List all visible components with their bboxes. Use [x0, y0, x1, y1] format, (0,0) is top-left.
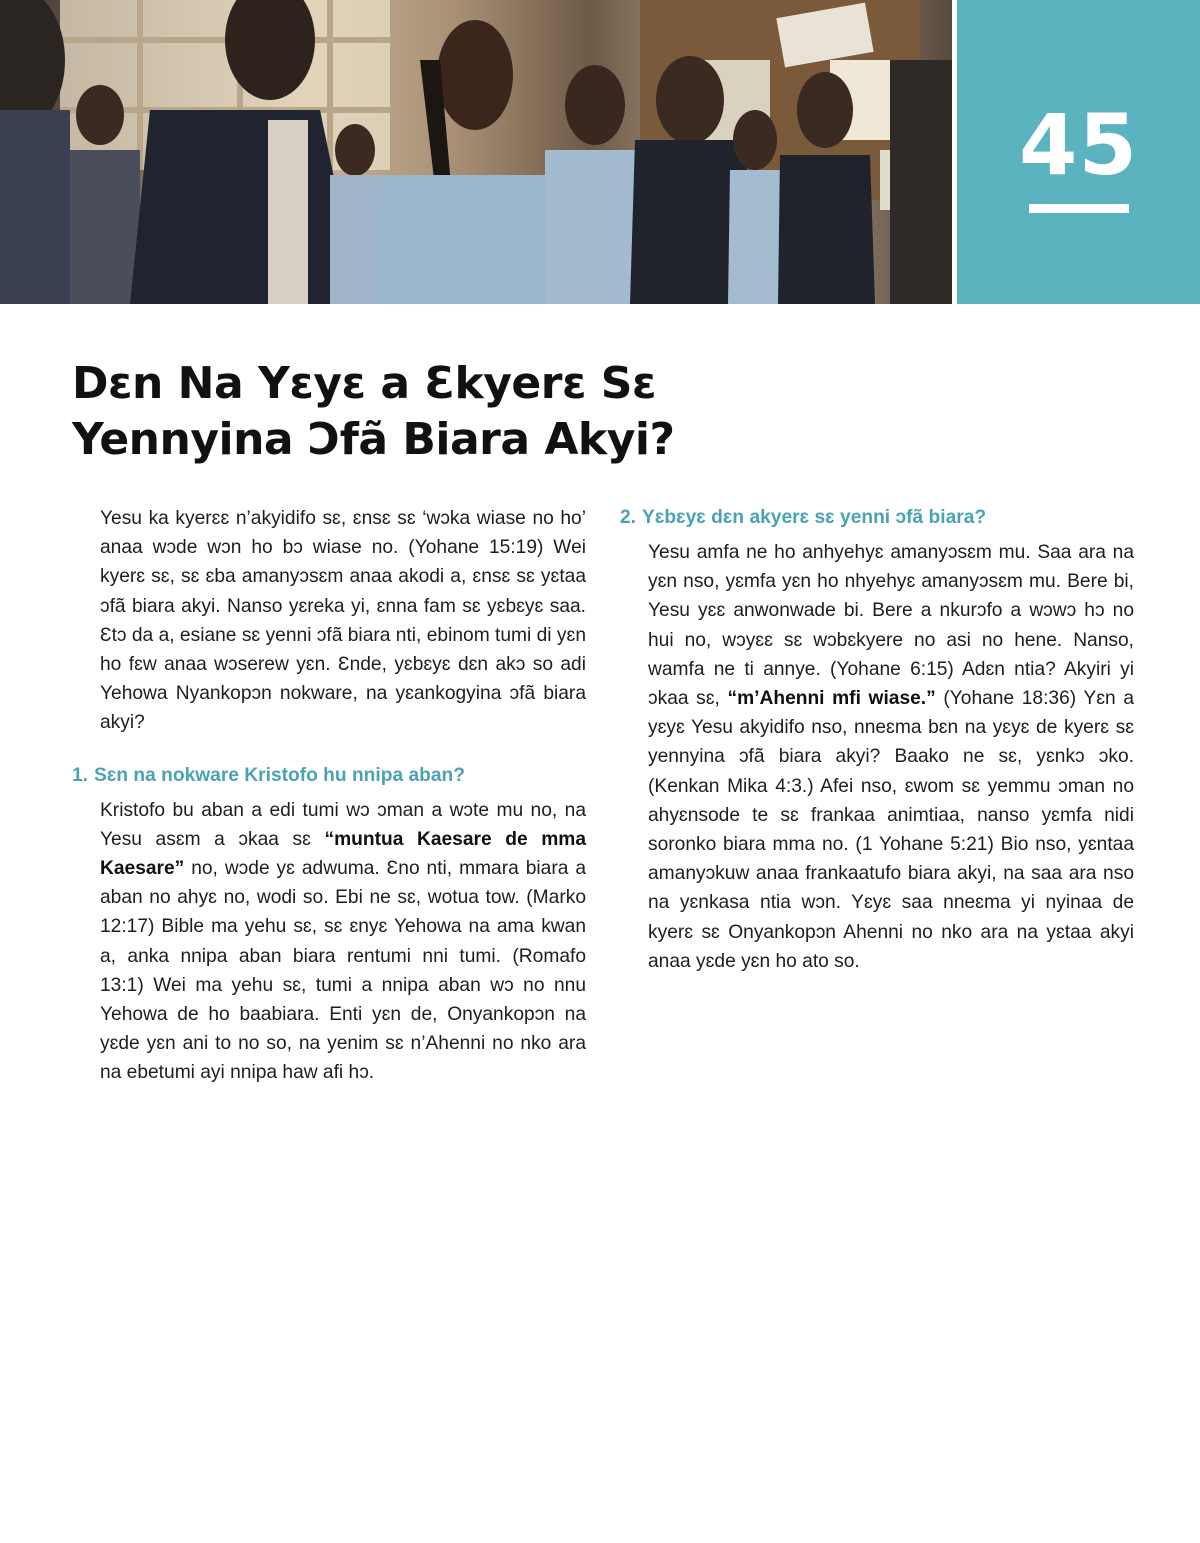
students-standing-illustration [0, 0, 952, 304]
section-1-heading-text: Sɛn na nokware Kristofo hu nnipa aban? [94, 764, 465, 786]
section-2-text-b: (Yohane 18:36) Yɛn a yɛyɛ Yesu akyidifo nso, nneɛma bɛn na yɛyɛ de kyerɛ sɛ yennyina ɔfã biara akyi? Baako ne sɛ, yɛnkɔ ɔko. (Kenkan Mika 4:3.) Afei nso, ɛwom sɛ yemmu ɔman no ahyɛnsode te sɛ frankaa animtiaa, nanso yɛmfa nidi soronko biara mma no. (1 Yohane 5:21) Bio nso, yɛntaa amanyɔkuw anaa frankaatufo biara akyi, na saa ara nso na yɛnkasa ntia wɔn. Yɛyɛ saa nneɛma yi nyinaa de kyerɛ sɛ Onyankopɔn Ahenni no nko ara na yɛtaa akyi anaa yɛde yɛn ho ato so. [648, 688, 1134, 972]
lesson-number-box [957, 0, 1200, 304]
section-1-number: 1. [72, 764, 89, 786]
section-2-number: 2. [620, 507, 637, 528]
section-1-heading [72, 762, 586, 790]
section-2-heading-text: Yɛbɛyɛ dɛn akyerɛ sɛ yenni ɔfã biara? [642, 507, 987, 528]
hero-photo [0, 0, 952, 304]
section-1-text-a: Kristofo bu aban a edi tumi wɔ ɔman a wɔte mu no, na Yesu asɛm a ɔkaa sɛ [100, 799, 586, 850]
section-1-quote: “muntua Kaesare de mma Kaesare” [100, 828, 586, 880]
lesson-number: 45 [1019, 96, 1138, 194]
section-2-paragraph [648, 538, 1134, 976]
page-title-line-1: Dɛn Na Yɛyɛ a Ɛkyerɛ Sɛ [72, 358, 656, 409]
section-1-paragraph [100, 796, 586, 1088]
section-2-text-a: Yesu amfa ne ho anhyehyɛ amanyɔsɛm mu. Saa ara na yɛn nso, yɛmfa yɛn ho nhyehyɛ amanyɔsɛm mu. Bere bi, Yesu yɛɛ anwonwade bi. Bere a nkurɔfo a wɔwɔ hɔ no hui no, wɔyɛɛ sɛ wɔbɛkyere no asi no hene. Nanso, wamfa ne ti annye. (Yohane 6:15) Adɛn ntia? Akyiri yi ɔkaa sɛ, [648, 542, 1134, 710]
right-column [620, 504, 1134, 976]
section-1-text-b: no, wɔde yɛ adwuma. Ɛno nti, mmara biara a aban no ahyɛ no, wodi so. Ebi ne sɛ, wotua tow. (Marko 12:17) Bible ma yehu sɛ, sɛ ɛnyɛ Yehowa na ama kwan a, anka nnipa aban biara rentumi nni tumi. (Romafo 13:1) Wei ma yehu sɛ, tumi a nnipa aban wɔ no nnu Yehowa de ho baabiara. Enti yɛn de, Onyankopɔn na yɛde yɛn ani to no so, na yenim sɛ n’Ahenni no nko ara na ebetumi ayi nnipa haw afi hɔ. [100, 858, 586, 1084]
intro-paragraph: Yesu ka kyerɛɛ n’akyidifo sɛ, ɛnsɛ sɛ ‘wɔka wiase no ho’ anaa wɔde wɔn ho bɔ wiase no. (Yohane 15:19) Wei kyerɛ sɛ, sɛ ɛba amanyɔsɛm anaa akodi a, ɛnsɛ sɛ yɛtaa ɔfã biara akyi. Nanso yɛreka yi, ɛnna fam sɛ yɛbɛyɛ saa. Ɛtɔ da a, esiane sɛ yenni ɔfã biara nti, ebinom tumi di yɛn ho fɛw anaa wɔserew yɛn. Ɛnde, yɛbɛyɛ dɛn akɔ so adi Yehowa Nyankopɔn nokware, na yɛankogyina ɔfã biara akyi? [100, 508, 586, 734]
lesson-number-underline [1029, 204, 1129, 213]
section-2-heading [620, 504, 1134, 532]
page-title-line-2: Yennyina Ɔfã Biara Akyi? [72, 414, 675, 465]
section-2-quote: “m’Ahenni mfi wiase.” [727, 688, 936, 710]
left-column [72, 504, 586, 1088]
page-title [72, 356, 772, 468]
